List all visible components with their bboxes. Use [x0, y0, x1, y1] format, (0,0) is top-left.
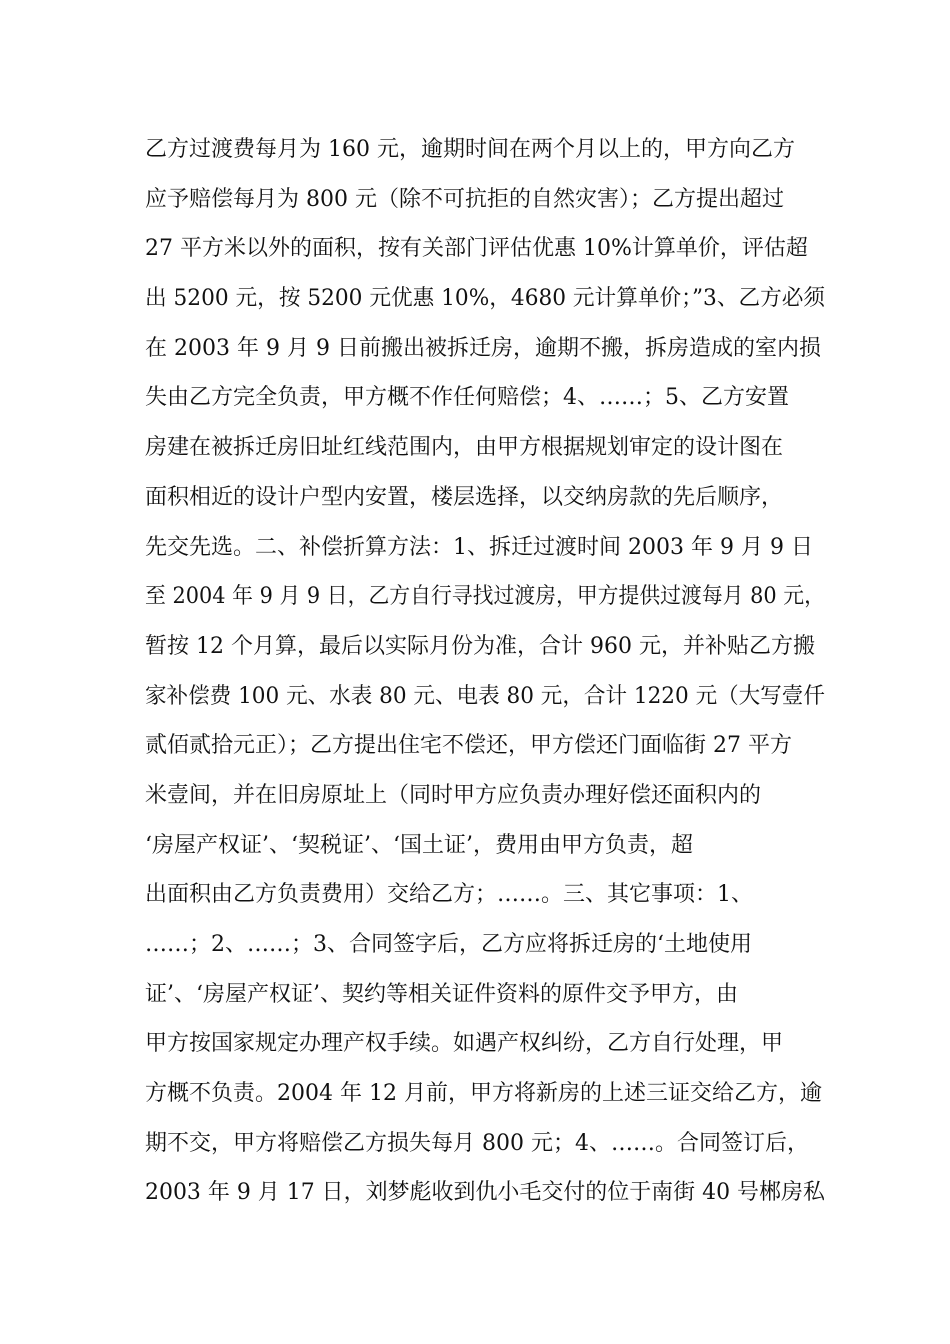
text-line: 27 平方米以外的面积，按有关部门评估优惠 10%计算单价，评估超 — [145, 236, 808, 262]
text-line: 甲方按国家规定办理产权手续。如遇产权纠纷，乙方自行处理，甲 — [145, 1031, 784, 1057]
text-line: 方概不负责。2004 年 12 月前，甲方将新房的上述三证交给乙方，逾 — [145, 1081, 822, 1107]
text-line: 证’、‘房屋产权证’、契约等相关证件资料的原件交予甲方，由 — [145, 981, 738, 1007]
text-line: 出 5200 元，按 5200 元优惠 10%，4680 元计算单价；”3、乙方必须 — [145, 286, 826, 312]
text-line: 房建在被拆迁房旧址红线范围内，由甲方根据规划审定的设计图在 — [145, 435, 784, 461]
text-line: ‘房屋产权证’、‘契税证’、‘国土证’，费用由甲方负责，超 — [145, 832, 693, 858]
text-line: 出面积由乙方负责费用）交给乙方；……。三、其它事项：1、 — [145, 882, 753, 908]
text-line: 先交先选。二、补偿折算方法：1、拆迁过渡时间 2003 年 9 月 9 日 — [145, 534, 813, 560]
text-line: 至 2004 年 9 月 9 日，乙方自行寻找过渡房，甲方提供过渡每月 80 元， — [145, 584, 825, 610]
text-line: 暂按 12 个月算，最后以实际月份为准，合计 960 元，并补贴乙方搬 — [145, 633, 815, 659]
text-line: 2003 年 9 月 17 日，刘梦彪收到仇小毛交付的位于南街 40 号郴房私 — [145, 1180, 825, 1206]
text-line: ……；2、……；3、合同签字后，乙方应将拆迁房的‘土地使用 — [145, 932, 752, 957]
text-line: 贰佰贰拾元正）；乙方提出住宅不偿还，甲方偿还门面临街 27 平方 — [145, 733, 792, 759]
text-line: 乙方过渡费每月为 160 元，逾期时间在两个月以上的，甲方向乙方 — [145, 137, 795, 162]
document-body — [145, 130, 825, 1223]
text-line: 家补偿费 100 元、水表 80 元、电表 80 元，合计 1220 元（大写壹仟 — [145, 683, 825, 709]
text-line: 在 2003 年 9 月 9 日前搬出被拆迁房，逾期不搬，拆房造成的室内损 — [145, 335, 821, 361]
text-line: 米壹间，并在旧房原址上（同时甲方应负责办理好偿还面积内的 — [145, 782, 762, 808]
text-line: 失由乙方完全负责，甲方概不作任何赔偿；4、……；5、乙方安置 — [145, 385, 789, 411]
text-line: 应予赔偿每月为 800 元（除不可抗拒的自然灾害）；乙方提出超过 — [145, 186, 784, 212]
text-line: 面积相近的设计户型内安置，楼层选择，以交纳房款的先后顺序， — [145, 484, 784, 510]
text-line: 期不交，甲方将赔偿乙方损失每月 800 元；4、……。合同签订后， — [145, 1130, 809, 1156]
